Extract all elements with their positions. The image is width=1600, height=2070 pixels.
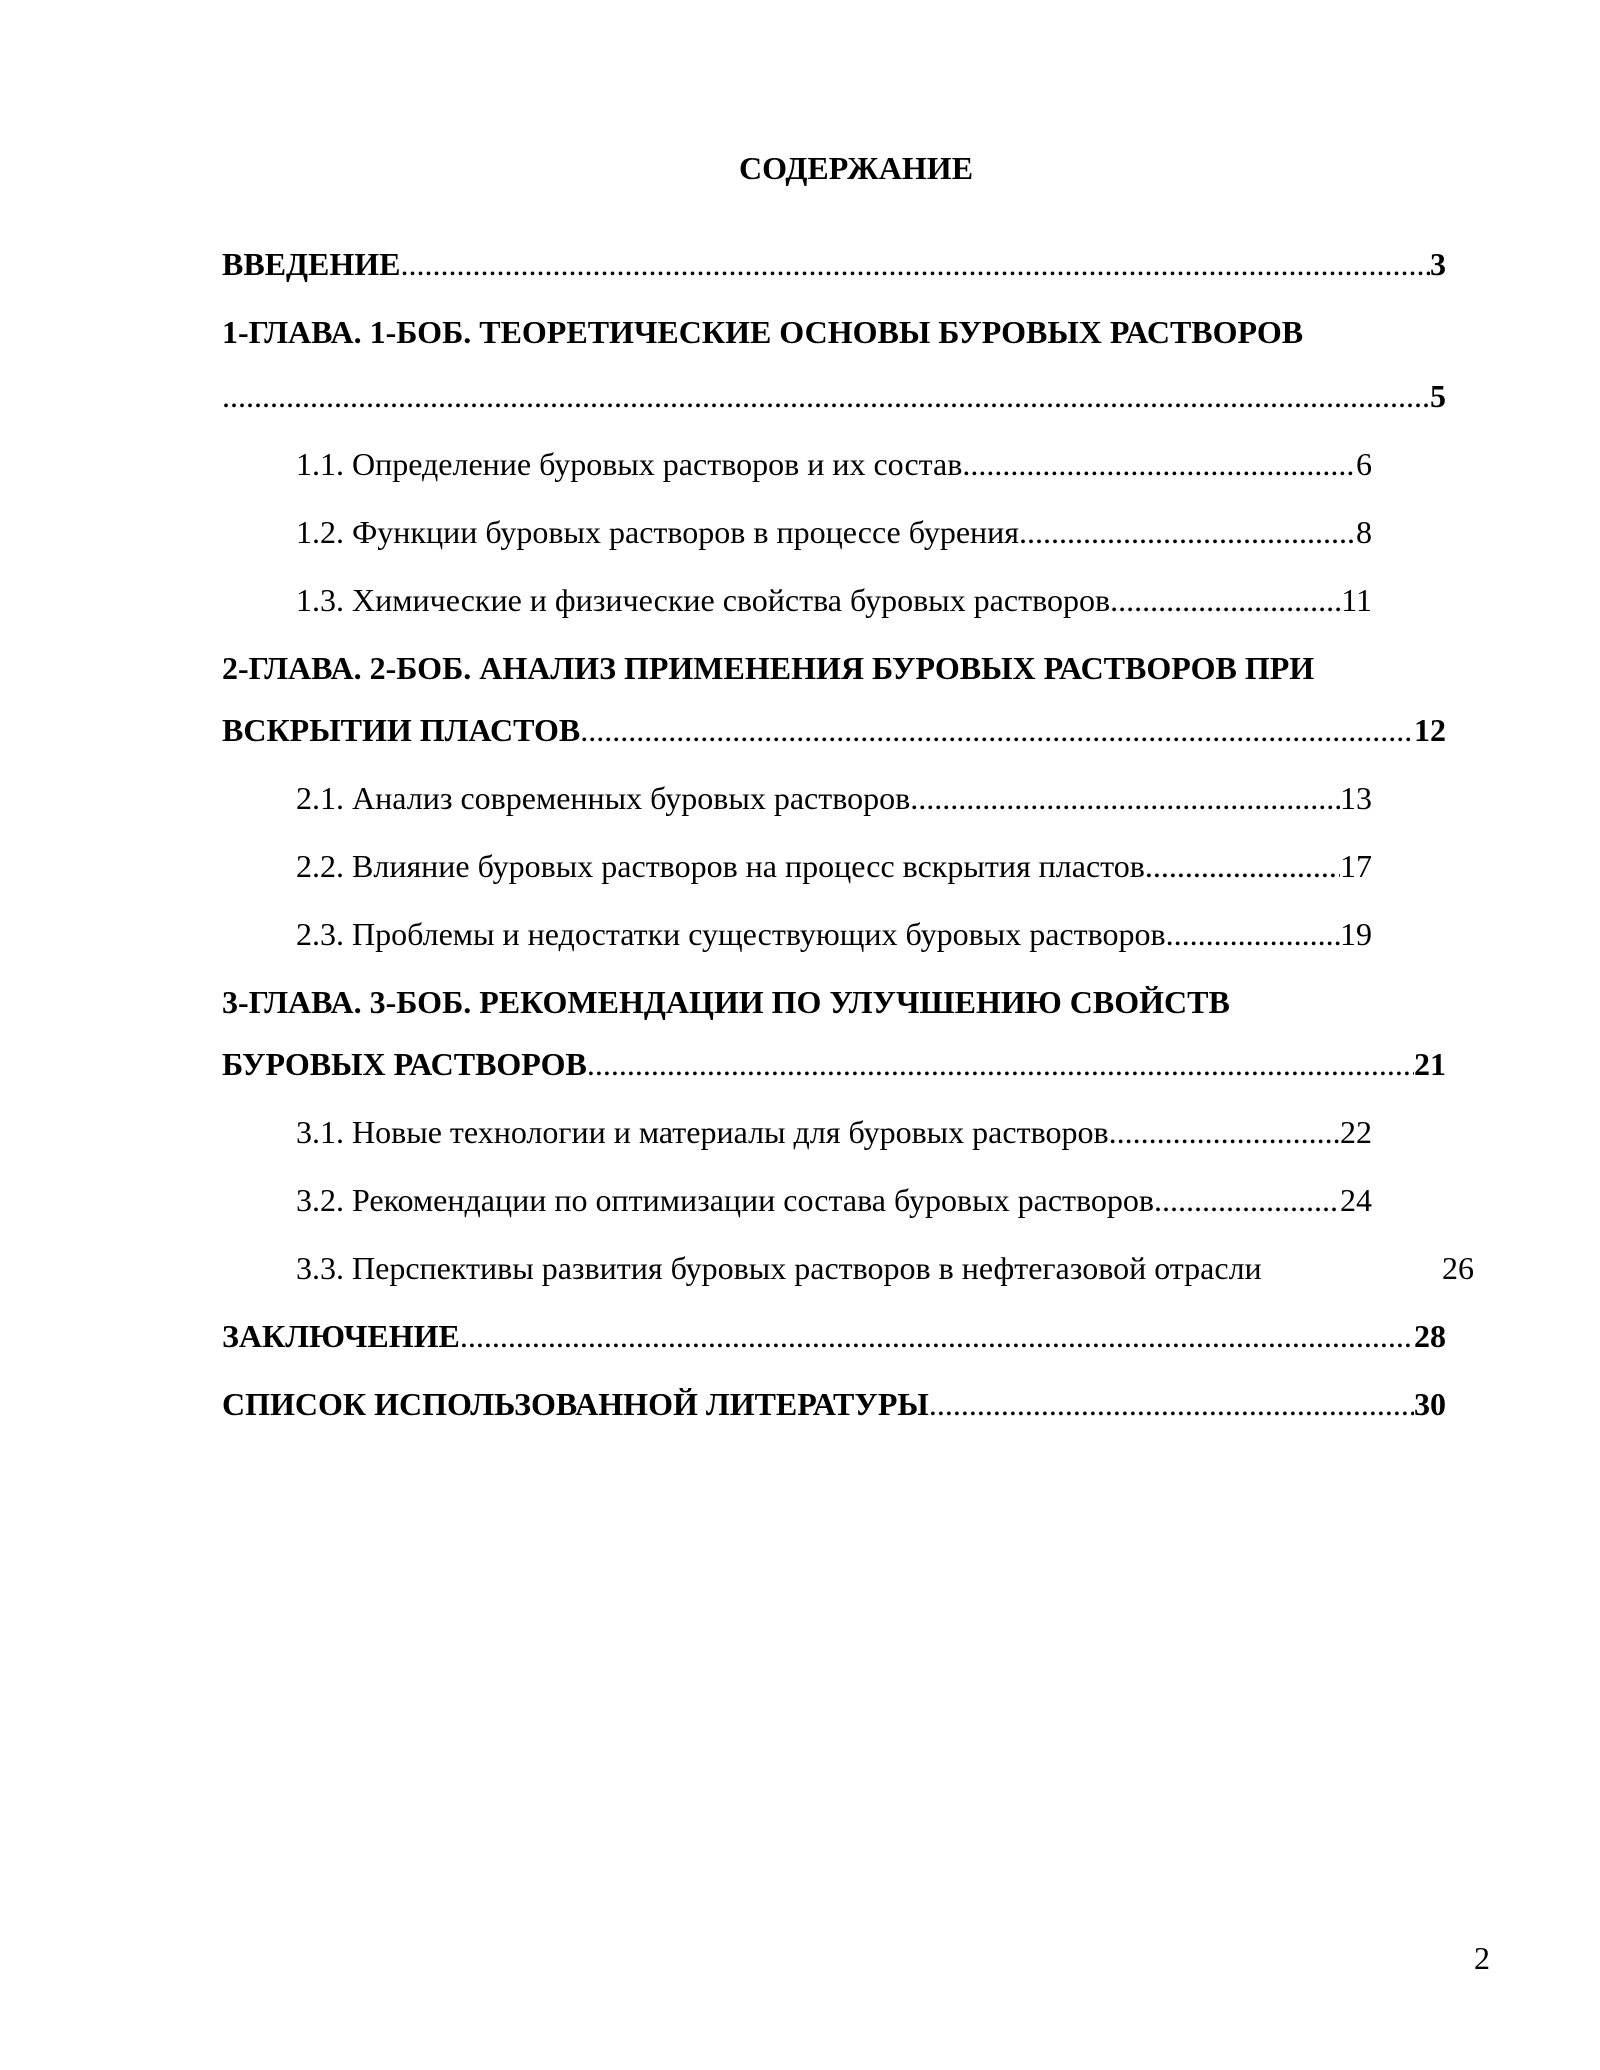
toc-page-number: 3 <box>1430 246 1446 282</box>
leader-dots <box>1145 844 1340 888</box>
leader-dots <box>587 1042 1414 1086</box>
toc-entry-text: 3.1. Новые технологии и материалы для буровых растворов <box>296 1114 1109 1150</box>
toc-entry-chapter-1-title[interactable]: 1-ГЛАВА. 1-БОБ. ТЕОРЕТИЧЕСКИЕ ОСНОВЫ БУРОВЫХ РАСТВОРОВ <box>222 314 1304 350</box>
toc-page-number: 5 <box>1430 378 1446 414</box>
leader-dots <box>1110 578 1341 622</box>
toc-page-number: 26 <box>1442 1250 1474 1286</box>
toc-page-number: 12 <box>1414 712 1446 748</box>
toc-entry-text: 2.3. Проблемы и недостатки существующих буровых растворов <box>296 916 1166 952</box>
toc-entry-chapter-2-title[interactable]: 2-ГЛАВА. 2-БОБ. АНАЛИЗ ПРИМЕНЕНИЯ БУРОВЫХ РАСТВОРОВ ПРИ <box>222 650 1315 686</box>
leader-dots <box>401 242 1430 286</box>
leader-dots <box>962 442 1356 486</box>
toc-entry-text: 1.1. Определение буровых растворов и их состав <box>296 446 963 482</box>
toc-page-number: 6 <box>1356 446 1372 482</box>
toc-entry-text: ЗАКЛЮЧЕНИЕ <box>222 1318 460 1354</box>
toc-page-number: 19 <box>1340 916 1372 952</box>
toc-entry-section-1-1[interactable] <box>296 442 1372 486</box>
toc-page-number: 13 <box>1340 780 1372 816</box>
toc-entry-references[interactable] <box>222 1382 1446 1426</box>
leader-dots <box>929 1382 1414 1426</box>
leader-dots <box>910 776 1340 820</box>
toc-entry-conclusion[interactable] <box>222 1314 1446 1358</box>
toc-page-number: 30 <box>1414 1386 1446 1422</box>
toc-entry-chapter-3[interactable] <box>222 1042 1446 1086</box>
toc-entry-chapter-1-leader[interactable] <box>222 374 1446 418</box>
toc-entry-section-2-3[interactable] <box>296 912 1372 956</box>
toc-entry-section-2-1[interactable] <box>296 776 1372 820</box>
toc-entry-text: БУРОВЫХ РАСТВОРОВ <box>222 1046 587 1082</box>
leader-dots <box>1019 510 1356 554</box>
toc-entry-chapter-3-title[interactable]: 3-ГЛАВА. 3-БОБ. РЕКОМЕНДАЦИИ ПО УЛУЧШЕНИЮ СВОЙСТВ <box>222 984 1230 1020</box>
toc-entry-text: 3.3. Перспективы развития буровых растворов в нефтегазовой отрасли <box>296 1250 1262 1286</box>
leader-dots <box>580 708 1414 752</box>
toc-page-number: 17 <box>1340 848 1372 884</box>
page-title: СОДЕРЖАНИЕ <box>738 150 974 186</box>
toc-entry-chapter-2[interactable] <box>222 708 1446 752</box>
toc-page-number: 22 <box>1340 1114 1372 1150</box>
toc-page-number: 11 <box>1341 582 1372 618</box>
toc-entry-text: 2.1. Анализ современных буровых растворов <box>296 780 911 816</box>
leader-dots <box>460 1314 1414 1358</box>
toc-page-number: 8 <box>1356 514 1372 550</box>
toc-entry-text: 1.2. Функции буровых растворов в процессе бурения <box>296 514 1019 550</box>
leader-dots <box>1154 1178 1340 1222</box>
toc-entry-section-3-2[interactable] <box>296 1178 1372 1222</box>
toc-entry-section-3-3[interactable] <box>296 1246 1474 1290</box>
toc-entry-section-1-3[interactable] <box>296 578 1372 622</box>
toc-entry-text: 3.2. Рекомендации по оптимизации состава буровых растворов <box>296 1182 1155 1218</box>
page-number: 2 <box>1474 1940 1490 1976</box>
leader-dots <box>1109 1110 1340 1154</box>
toc-page-number: 24 <box>1340 1182 1372 1218</box>
toc-entry-intro[interactable] <box>222 242 1446 286</box>
toc-entry-section-1-2[interactable] <box>296 510 1372 554</box>
toc-entry-section-2-2[interactable] <box>296 844 1372 888</box>
leader-dots <box>222 374 1430 418</box>
toc-entry-text: 2.2. Влияние буровых растворов на процесс вскрытия пластов <box>296 848 1145 884</box>
toc-entry-section-3-1[interactable] <box>296 1110 1372 1154</box>
toc-entry-text: ВСКРЫТИИ ПЛАСТОВ <box>222 712 581 748</box>
toc-entry-text: ВВЕДЕНИЕ <box>222 246 401 282</box>
toc-entry-text: 1.3. Химические и физические свойства буровых растворов <box>296 582 1111 618</box>
toc-page-number: 28 <box>1414 1318 1446 1354</box>
leader-dots <box>1166 912 1340 956</box>
toc-entry-text: СПИСОК ИСПОЛЬЗОВАННОЙ ЛИТЕРАТУРЫ <box>222 1386 929 1422</box>
toc-page-number: 21 <box>1414 1046 1446 1082</box>
